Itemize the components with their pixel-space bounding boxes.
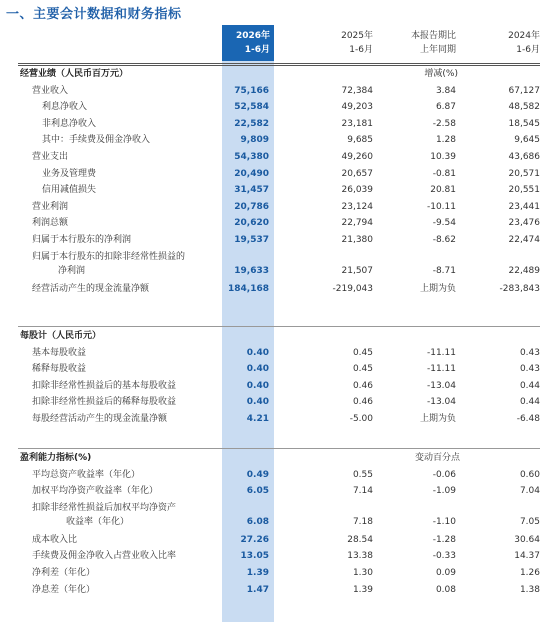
value-change: 1.28 <box>435 135 456 146</box>
value-change: 3.84 <box>435 85 456 96</box>
value-change: 6.87 <box>435 102 456 113</box>
value-2025: 28.54 <box>347 534 373 545</box>
value-2025: 9,685 <box>347 135 373 146</box>
table-row <box>0 167 550 181</box>
value-2025: 22,794 <box>341 218 373 229</box>
value-2024: 0.44 <box>519 397 540 408</box>
value-change: -0.06 <box>432 469 456 480</box>
row-label: 稀释每股收益 <box>32 364 87 375</box>
value-2025: 13.38 <box>347 551 373 562</box>
value-2024: 0.44 <box>519 380 540 391</box>
value-change: -2.58 <box>432 118 456 129</box>
value-2026: 6.05 <box>246 486 269 497</box>
value-2024: 0.43 <box>519 364 540 375</box>
value-2026: 52,584 <box>234 102 269 113</box>
value-2025: 0.46 <box>352 397 373 408</box>
table-row <box>0 282 550 296</box>
page-title: 一、主要会计数据和财务指标 <box>6 7 182 22</box>
value-2026: 1.47 <box>246 584 269 595</box>
header-current-period: 1-6月 <box>244 45 270 55</box>
header-current-year: 2026年 <box>235 31 270 41</box>
value-2026: 1.39 <box>246 568 269 578</box>
row-label: 净息差（年化） <box>32 584 96 595</box>
table-row <box>0 484 550 498</box>
row-label: 扣除非经常性损益后加权平均净资产 <box>32 502 177 513</box>
table-row <box>0 250 550 278</box>
table-row <box>0 362 550 376</box>
section-heading-row <box>0 329 550 343</box>
row-label: 成本收入比 <box>32 534 78 545</box>
row-label: 归属于本行股东的扣除非经常性损益的 <box>32 251 186 262</box>
value-2024: 67,127 <box>508 85 540 96</box>
table-row <box>0 100 550 114</box>
value-2025: 20,657 <box>341 168 373 179</box>
value-2025: 7.14 <box>352 486 373 497</box>
value-2026: 19,633 <box>234 265 269 276</box>
value-2026: 20,620 <box>234 218 269 229</box>
value-2026: 4.21 <box>246 414 269 424</box>
value-change: 上期为负 <box>419 283 456 294</box>
value-2026: 22,582 <box>234 118 269 129</box>
value-2024: 7.05 <box>519 516 540 527</box>
value-2025: 1.30 <box>352 568 373 578</box>
value-change: -11.11 <box>426 364 456 375</box>
section-heading-row <box>0 451 550 465</box>
value-2026: 9,809 <box>240 135 269 146</box>
section-unit-note: 增减(%) <box>424 69 458 79</box>
value-2024: 1.38 <box>519 584 540 595</box>
row-label: 信用减值损失 <box>42 185 97 196</box>
value-2025: 49,260 <box>341 152 373 162</box>
table-row <box>0 379 550 393</box>
row-label: 净利差（年化） <box>32 568 96 578</box>
value-2025: 72,384 <box>341 85 373 96</box>
value-2025: 23,181 <box>341 118 373 129</box>
value-2026: 20,786 <box>234 201 269 212</box>
table-row <box>0 533 550 547</box>
value-2024: -283,843 <box>499 283 540 294</box>
row-label: 加权平均净资产收益率（年化） <box>32 486 159 497</box>
value-change: 0.08 <box>435 584 456 595</box>
value-2026: 20,490 <box>234 168 269 179</box>
row-label: 基本每股收益 <box>32 347 87 358</box>
value-2024: 0.43 <box>519 347 540 358</box>
value-2026: 13.05 <box>240 551 269 562</box>
value-2025: -5.00 <box>349 414 373 424</box>
row-label: 归属于本行股东的净利润 <box>32 235 132 245</box>
value-2026: 184,168 <box>228 283 269 294</box>
value-change: -1.28 <box>432 534 456 545</box>
table-row <box>0 549 550 563</box>
header-prior-year: 2024年 <box>508 31 540 41</box>
row-label: 平均总资产收益率（年化） <box>32 469 141 480</box>
value-2024: 7.04 <box>519 486 540 497</box>
table-row <box>0 150 550 164</box>
row-label: 营业收入 <box>32 85 69 96</box>
value-2025: 49,203 <box>341 102 373 113</box>
row-label: 手续费及佣金净收入占营业收入比率 <box>32 551 177 562</box>
table-row <box>0 84 550 98</box>
value-change: -13.04 <box>426 397 456 408</box>
value-2026: 19,537 <box>234 235 269 245</box>
table-row <box>0 216 550 230</box>
value-2025: 23,124 <box>341 201 373 212</box>
header-prev-period: 1-6月 <box>349 45 373 55</box>
value-2026: 0.40 <box>246 347 269 358</box>
value-2024: 23,441 <box>508 201 540 212</box>
value-2026: 0.40 <box>246 397 269 408</box>
table-top-rule-2 <box>18 65 540 66</box>
row-label: 营业利润 <box>32 201 69 212</box>
value-2024: 30.64 <box>514 534 540 545</box>
row-label: 非利息净收入 <box>42 118 97 129</box>
value-2026: 6.08 <box>246 516 269 527</box>
section-heading-row <box>0 67 550 81</box>
row-label: 扣除非经常性损益后的稀释每股收益 <box>32 397 177 408</box>
row-label: 每股经营活动产生的现金流量净额 <box>32 414 168 424</box>
value-2025: -219,043 <box>332 283 373 294</box>
value-change: -9.54 <box>432 218 456 229</box>
value-2024: 43,686 <box>508 152 540 162</box>
table-row <box>0 133 550 147</box>
row-label: 经营活动产生的现金流量净额 <box>32 283 150 294</box>
table-row <box>0 412 550 426</box>
value-2025: 1.39 <box>352 584 373 595</box>
header-change-line2: 上年同期 <box>419 45 456 55</box>
value-2026: 54,380 <box>234 152 269 162</box>
value-2025: 0.55 <box>352 469 373 480</box>
value-2025: 0.45 <box>352 347 373 358</box>
value-2025: 7.18 <box>352 516 373 527</box>
value-change: -10.11 <box>426 201 456 212</box>
value-2025: 26,039 <box>341 185 373 196</box>
value-2026: 27.26 <box>240 534 269 545</box>
row-label: 业务及管理费 <box>42 168 97 179</box>
value-2024: 18,545 <box>508 118 540 129</box>
row-label: 其中：手续费及佣金净收入 <box>42 135 151 146</box>
value-change: 上期为负 <box>419 414 456 424</box>
row-label: 利息净收入 <box>42 102 88 113</box>
value-change: 0.09 <box>435 568 456 578</box>
value-change: 20.81 <box>430 185 456 196</box>
table-row <box>0 200 550 214</box>
value-2025: 21,507 <box>341 265 373 276</box>
value-2024: 20,571 <box>508 168 540 179</box>
section-heading: 每股计（人民币元） <box>20 331 102 341</box>
value-change: -1.10 <box>432 516 456 527</box>
section-heading: 经营业绩（人民币百万元） <box>20 69 129 79</box>
value-change: -13.04 <box>426 380 456 391</box>
header-change-line1: 本报告期比 <box>410 31 456 41</box>
value-2025: 0.45 <box>352 364 373 375</box>
section-heading: 盈利能力指标(%) <box>20 453 92 463</box>
value-2025: 0.46 <box>352 380 373 391</box>
value-change: 10.39 <box>430 152 456 162</box>
header-prev-year: 2025年 <box>341 31 373 41</box>
table-row <box>0 468 550 482</box>
table-row <box>0 501 550 529</box>
section-separator <box>18 326 540 327</box>
table-row <box>0 566 550 580</box>
table-row <box>0 583 550 597</box>
value-2026: 31,457 <box>234 185 269 196</box>
value-2024: 14.37 <box>514 551 540 562</box>
value-change: -8.62 <box>432 235 456 245</box>
value-2024: 22,474 <box>508 235 540 245</box>
table-row <box>0 183 550 197</box>
value-2024: 23,476 <box>508 218 540 229</box>
value-2024: 22,489 <box>508 265 540 276</box>
table-row <box>0 346 550 360</box>
value-2024: 0.60 <box>519 469 540 480</box>
value-2024: -6.48 <box>516 414 540 424</box>
value-change: -0.33 <box>432 551 456 562</box>
value-change: -8.71 <box>432 265 456 276</box>
value-change: -0.81 <box>432 168 456 179</box>
row-label-continued: 收益率（年化） <box>66 516 130 527</box>
table-row <box>0 395 550 409</box>
value-2025: 21,380 <box>341 235 373 245</box>
value-change: -1.09 <box>432 486 456 497</box>
table-row <box>0 233 550 247</box>
row-label: 扣除非经常性损益后的基本每股收益 <box>32 380 177 391</box>
value-2024: 20,551 <box>508 185 540 196</box>
value-2026: 0.40 <box>246 380 269 391</box>
row-label: 营业支出 <box>32 152 69 162</box>
value-change: -11.11 <box>426 347 456 358</box>
value-2026: 0.40 <box>246 364 269 375</box>
value-2026: 0.49 <box>246 469 269 480</box>
table-row <box>0 117 550 131</box>
value-2024: 48,582 <box>508 102 540 113</box>
section-separator <box>18 448 540 449</box>
value-2024: 9,645 <box>514 135 540 146</box>
table-top-rule <box>18 63 540 64</box>
header-prior-period: 1-6月 <box>516 45 540 55</box>
row-label: 利润总额 <box>32 218 69 229</box>
row-label-continued: 净利润 <box>58 265 86 276</box>
value-2024: 1.26 <box>519 568 540 578</box>
section-unit-note: 变动百分点 <box>414 453 460 463</box>
value-2026: 75,166 <box>234 85 269 96</box>
